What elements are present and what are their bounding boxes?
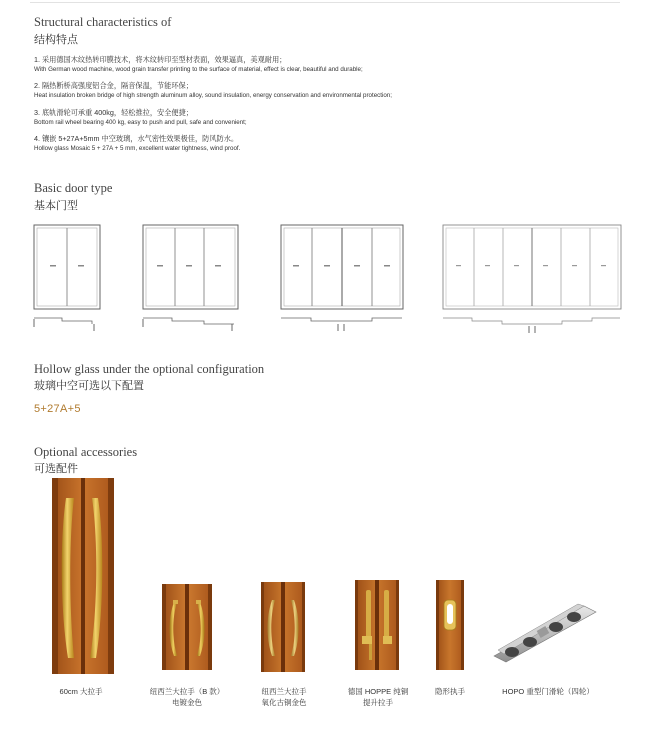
- accessory-5-line-1: 隐形执手: [435, 687, 465, 696]
- heavy-roller-icon: [490, 598, 600, 668]
- door-type-title-en: Basic door type: [34, 181, 113, 195]
- handle-mark-icon: [324, 265, 330, 267]
- accessory-6-line-1: HOPO 重型门滑轮（四轮）: [502, 687, 594, 696]
- accessory-5-caption: [420, 686, 480, 697]
- feature-1-en: With German wood machine, wood grain transfer printing to the surface of material, effect is clear, beautiful and durable;: [34, 66, 363, 73]
- feature-2: [34, 81, 624, 101]
- handle-mark-icon: [456, 265, 461, 266]
- handle-mark-icon: [384, 265, 390, 267]
- nz-large-handle-bronze-icon: [261, 582, 305, 672]
- door-diagram-6-panel: [442, 225, 624, 337]
- hidden-handle-icon: [436, 580, 464, 670]
- rail-profile: [281, 318, 402, 321]
- accessory-2-line-2: 电镀金色: [172, 698, 202, 707]
- glass-config-value: 5+27A+5: [34, 403, 81, 415]
- accessory-6-caption: [493, 686, 603, 697]
- feature-2-zh: 2. 隔热断桥高强度铝合金，隔音保温，节能环保；: [34, 81, 193, 90]
- top-divider: [30, 2, 620, 3]
- long-gold-pull-handle-icon: [52, 478, 114, 674]
- feature-4-en: Hollow glass Mosaic 5 + 27A + 5 mm, excellent water tightness, wind proof.: [34, 145, 241, 152]
- nz-large-handle-gold-icon: [162, 584, 212, 670]
- feature-3-en: Bottom rail wheel bearing 400 kg, easy to push and pull, safe and convenient;: [34, 119, 247, 126]
- accessory-3-line-1: 纽西兰大拉手: [261, 687, 307, 696]
- glass-title-zh: 玻璃中空可选以下配置: [34, 380, 144, 392]
- handle-mark-icon: [186, 265, 192, 267]
- hoppe-lift-handle-icon: [355, 580, 399, 670]
- structure-title-zh: 结构特点: [34, 34, 78, 46]
- handle-mark-icon: [50, 265, 56, 267]
- handle-mark-icon: [572, 265, 577, 266]
- handle-mark-icon: [293, 265, 299, 267]
- accessories-title-zh: 可选配件: [34, 463, 78, 475]
- structure-title-en: Structural characteristics of: [34, 15, 172, 29]
- door-type-title-zh: 基本门型: [34, 200, 78, 212]
- handle-mark-icon: [157, 265, 163, 267]
- rail-ticks: [529, 326, 535, 333]
- handle-mark-icon: [78, 265, 84, 267]
- handle-mark-icon: [514, 265, 519, 266]
- door-diagram-2-panel: [32, 225, 104, 337]
- accessory-3-line-2: 氧化古铜金色: [261, 698, 307, 707]
- accessory-4-line-1: 德国 HOPPE 纯铜: [347, 687, 409, 696]
- accessories-title-en: Optional accessories: [34, 445, 138, 459]
- feature-4: [34, 134, 624, 154]
- handle-mark-icon: [543, 265, 548, 266]
- door-inner-frame: [146, 228, 235, 306]
- door-frame: [143, 225, 238, 309]
- accessory-4-line-2: 提升拉手: [363, 698, 393, 707]
- accessory-1-line-1: 60cm 大拉手: [59, 687, 103, 696]
- accessory-4-caption: [338, 686, 418, 708]
- handle-mark-icon: [354, 265, 360, 267]
- door-diagram-4-panel: [280, 225, 406, 337]
- feature-3-zh: 3. 底轨滑轮可承重 400kg，轻松推拉，安全便捷；: [34, 108, 193, 117]
- door-diagram-3-panel: [142, 225, 242, 337]
- handle-mark-icon: [601, 265, 606, 266]
- rail-ticks: [338, 324, 344, 331]
- feature-1: [34, 55, 624, 75]
- feature-2-en: Heat insulation broken bridge of high strength aluminum alloy, sound insulation, energy conservation and environmental protection;: [34, 92, 392, 99]
- accessory-2-caption: [147, 686, 227, 708]
- handle-mark-icon: [485, 265, 490, 266]
- accessory-1-caption: [56, 686, 106, 697]
- feature-3: [34, 108, 624, 128]
- rail-profile: [34, 318, 92, 324]
- accessory-2-line-1: 纽西兰大拉手（B 款）: [149, 687, 225, 696]
- handle-mark-icon: [215, 265, 221, 267]
- rail-profile: [143, 318, 234, 324]
- glass-title-en: Hollow glass under the optional configuration: [34, 362, 265, 376]
- rail-profile: [443, 318, 620, 324]
- accessory-3-caption: [244, 686, 324, 708]
- feature-4-zh: 4. 镶嵌 5+27A+5mm 中空玻璃，水气密性效果极佳，防风防水。: [34, 134, 239, 143]
- feature-1-zh: 1. 采用德国木纹热转印膜技术，将木纹转印至型材表面，效果逼真，美观耐用；: [34, 55, 287, 64]
